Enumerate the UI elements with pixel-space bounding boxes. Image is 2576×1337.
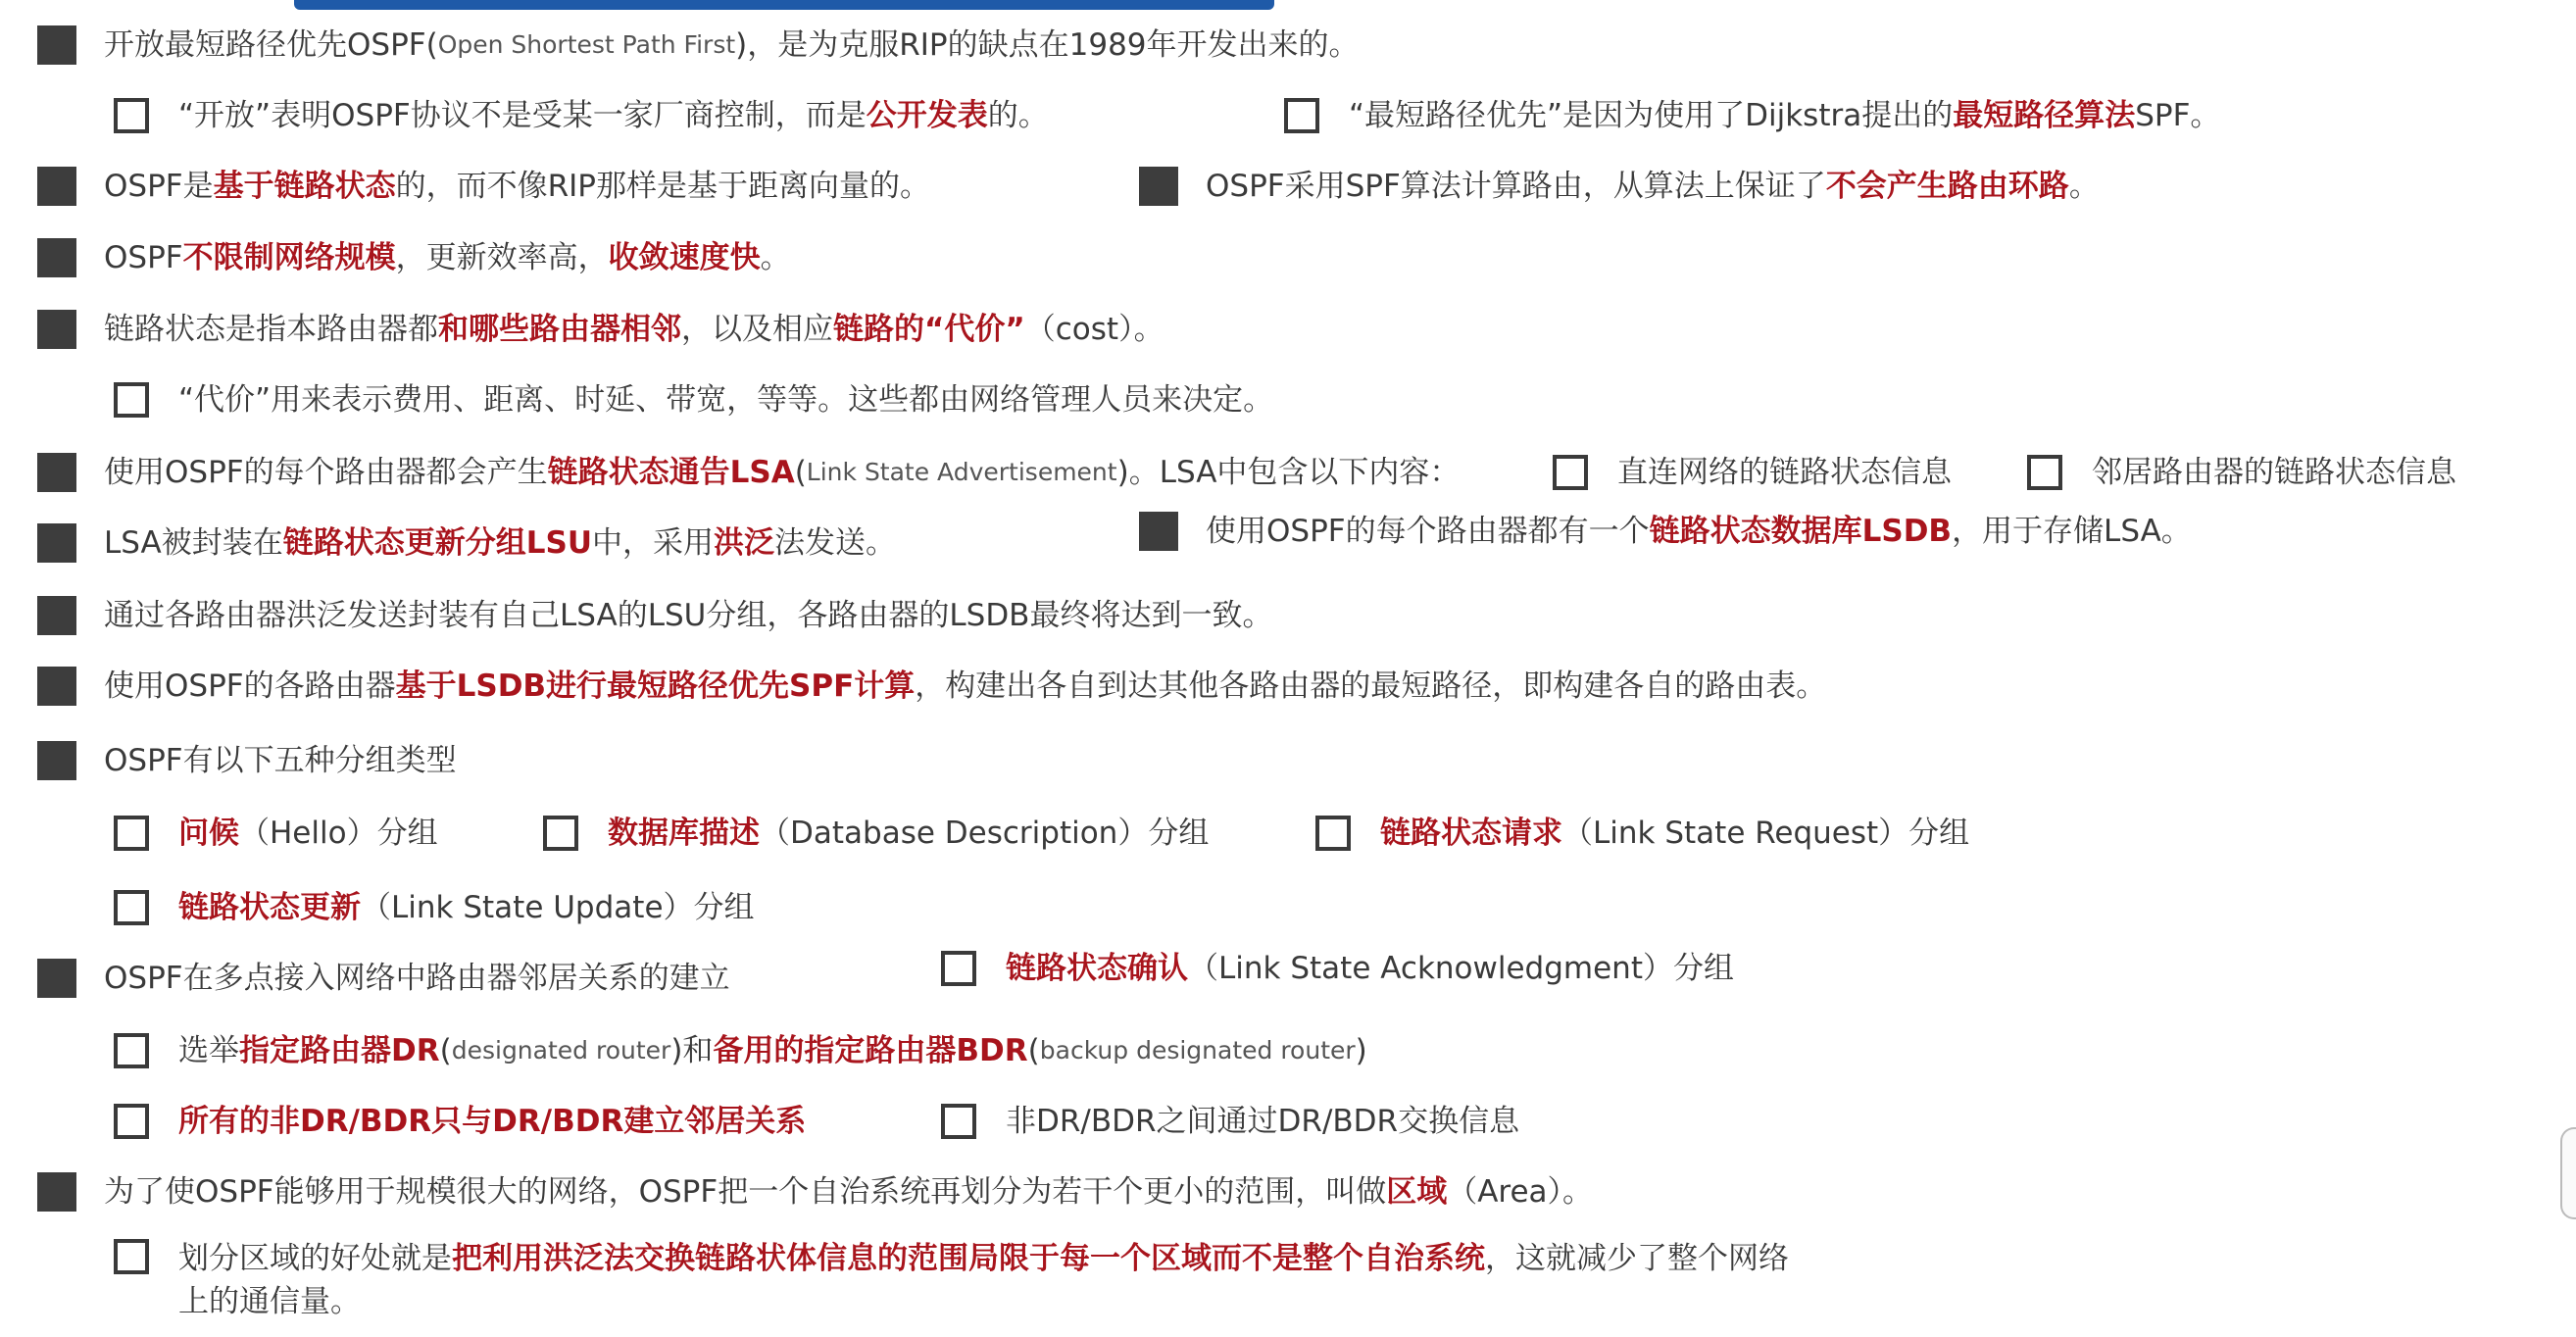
title-bar-edge (294, 0, 1274, 10)
emphasis: 链路状态请求 (1380, 816, 1562, 851)
text: “代价”用来表示费用、距离、时延、带宽，等等。这些都由网络管理人员来决定。 (178, 382, 1274, 418)
text-english: backup designated router (1039, 1036, 1356, 1065)
text: 非DR/BDR之间通过DR/BDR交换信息 (1006, 1104, 1520, 1139)
square-bullet-icon (37, 523, 76, 563)
square-bullet-icon (37, 25, 76, 65)
text: ( (794, 455, 807, 490)
text-english: Link State Advertisement (806, 458, 1117, 486)
checkbox-icon (114, 1104, 149, 1139)
item-flooding-consistency (37, 596, 1272, 635)
text: 。 (760, 240, 791, 275)
emphasis: 备用的指定路由器BDR (713, 1033, 1028, 1068)
checkbox-icon (1315, 816, 1351, 851)
emphasis: 基于LSDB进行最短路径优先SPF计算 (395, 668, 916, 704)
item-network-scale (37, 238, 791, 277)
checkbox-icon (114, 816, 149, 851)
emphasis: 和哪些路由器相邻 (438, 312, 681, 347)
emphasis: 链路状态确认 (1006, 951, 1188, 986)
text: ，用于存储LSA。 (1952, 514, 2192, 549)
subitem-elect-dr (114, 1031, 1367, 1070)
checkbox-icon (114, 1239, 149, 1274)
text: 的。 (987, 98, 1049, 133)
checkbox-icon (114, 1033, 149, 1068)
text: 链路状态是指本路由器都 (104, 312, 438, 347)
subitem-cost (114, 380, 1273, 420)
emphasis: 链路状态更新分组LSU (282, 525, 592, 561)
wrapped-text (178, 1237, 1796, 1323)
packet-link-state-request (1315, 814, 1969, 853)
emphasis: 不限制网络规模 (182, 240, 396, 275)
text: OSPF是 (104, 169, 214, 204)
packet-link-state-update (114, 888, 755, 927)
text: 的，而不像RIP那样是基于距离向量的。 (395, 169, 930, 204)
packet-hello (114, 814, 438, 853)
text: OSPF有以下五种分组类型 (104, 743, 457, 778)
emphasis: 不会产生路由环路 (1825, 169, 2069, 204)
emphasis: 所有的非DR/BDR只与DR/BDR建立邻居关系 (178, 1104, 807, 1139)
item-lsu (37, 523, 896, 563)
text: （Link State Acknowledgment）分组 (1188, 951, 1734, 986)
text: 为了使OSPF能够用于规模很大的网络，OSPF把一个自治系统再划分为若干个更小的范围，叫做 (104, 1174, 1387, 1210)
emphasis: 洪泛 (714, 525, 774, 561)
item-spf-computation (37, 667, 1826, 706)
square-bullet-icon (37, 959, 76, 998)
text: （cost）。 (1024, 312, 1164, 347)
square-bullet-icon (37, 453, 76, 492)
emphasis: 公开发表 (866, 98, 988, 133)
text: 法发送。 (774, 525, 896, 561)
subitem-exchange (941, 1102, 1519, 1141)
subitem-neighbor-routers (2027, 453, 2456, 492)
emphasis: 把利用洪泛法交换链路状体信息的范围局限于每一个区域而不是整个自治系统 (452, 1241, 1485, 1276)
text: 选举 (178, 1033, 239, 1068)
checkbox-icon (941, 951, 976, 986)
subitem-direct-networks (1553, 453, 1952, 492)
emphasis: 收敛速度快 (608, 240, 761, 275)
text: ，更新效率高， (395, 240, 609, 275)
checkbox-icon (1284, 98, 1319, 133)
subitem-shortest-path-first (1284, 96, 2220, 135)
side-handle[interactable] (2560, 1127, 2576, 1219)
subitem-adjacency (114, 1102, 806, 1141)
text: ( (1027, 1033, 1040, 1068)
square-bullet-icon (1139, 167, 1178, 206)
checkbox-icon (114, 890, 149, 925)
checkbox-icon (114, 382, 149, 418)
emphasis: 链路状态通告LSA (547, 455, 795, 490)
checkbox-icon (114, 98, 149, 133)
item-lsdb (1139, 512, 2192, 551)
text: （Hello）分组 (239, 816, 438, 851)
square-bullet-icon (37, 1172, 76, 1212)
text: 直连网络的链路状态信息 (1617, 455, 1952, 490)
checkbox-icon (1553, 455, 1588, 490)
item-link-state-definition (37, 310, 1164, 349)
checkbox-icon (2027, 455, 2062, 490)
text: 使用OSPF的各路由器 (104, 668, 396, 704)
emphasis: 指定路由器DR (239, 1033, 440, 1068)
emphasis: 最短路径算法 (1953, 98, 2136, 133)
item-lsa (37, 453, 1460, 492)
text-english: Open Shortest Path First (437, 30, 736, 59)
square-bullet-icon (37, 167, 76, 206)
item-no-loops (1139, 167, 2100, 206)
emphasis: 问候 (178, 816, 239, 851)
text: ，构建出各自到达其他各路由器的最短路径，即构建各自的路由表。 (915, 668, 1827, 704)
square-bullet-icon (37, 596, 76, 635)
text: 划分区域的好处就是 (178, 1241, 452, 1276)
emphasis: 区域 (1386, 1174, 1448, 1210)
text: 开放最短路径优先OSPF( (104, 27, 438, 63)
packet-database-description (543, 814, 1209, 853)
square-bullet-icon (37, 741, 76, 780)
emphasis: 数据库描述 (608, 816, 760, 851)
text: )。LSA中包含以下内容： (1116, 455, 1461, 490)
text: 邻居路由器的链路状态信息 (2092, 455, 2456, 490)
text: “开放”表明OSPF协议不是受某一家厂商控制，而是 (178, 98, 867, 133)
text: OSPF在多点接入网络中路由器邻居关系的建立 (104, 961, 730, 996)
subitem-area-benefit (114, 1237, 1796, 1323)
square-bullet-icon (37, 238, 76, 277)
packet-link-state-ack (941, 949, 1734, 988)
text: “最短路径优先”是因为使用了Dijkstra提出的 (1349, 98, 1954, 133)
emphasis: 链路状态数据库LSDB (1649, 514, 1953, 549)
item-areas (37, 1172, 1593, 1212)
text: )和 (670, 1033, 714, 1068)
text: ，这就减少了整个网络上的通信量。 (178, 1241, 1789, 1319)
item-packet-types (37, 741, 457, 780)
text: SPF。 (2135, 98, 2221, 133)
text: ，以及相应 (681, 312, 833, 347)
text: （Link State Update）分组 (361, 890, 755, 925)
square-bullet-icon (37, 667, 76, 706)
checkbox-icon (543, 816, 578, 851)
text-english: designated router (451, 1036, 671, 1065)
square-bullet-icon (37, 310, 76, 349)
subitem-open (114, 96, 1049, 135)
text: （Link State Request）分组 (1562, 816, 1970, 851)
text: 中，采用 (592, 525, 714, 561)
text: ) (1355, 1033, 1367, 1068)
emphasis: 链路的“代价” (833, 312, 1025, 347)
text: )，是为克服RIP的缺点在1989年开发出来的。 (735, 27, 1360, 63)
text: ( (439, 1033, 452, 1068)
text: （Database Description）分组 (760, 816, 1210, 851)
checkbox-icon (941, 1104, 976, 1139)
item-ospf-definition (37, 25, 1360, 65)
item-multi-access (37, 959, 730, 998)
text: LSA被封装在 (104, 525, 283, 561)
item-link-state-based (37, 167, 930, 206)
emphasis: 基于链路状态 (213, 169, 396, 204)
text: （Area）。 (1447, 1174, 1594, 1210)
text: OSPF (104, 240, 183, 275)
text: 使用OSPF的每个路由器都有一个 (1206, 514, 1650, 549)
text: 。 (2068, 169, 2100, 204)
square-bullet-icon (1139, 512, 1178, 551)
text: 通过各路由器洪泛发送封装有自己LSA的LSU分组，各路由器的LSDB最终将达到一致。 (104, 598, 1273, 633)
text: OSPF采用SPF算法计算路由，从算法上保证了 (1206, 169, 1826, 204)
emphasis: 链路状态更新 (178, 890, 361, 925)
text: 使用OSPF的每个路由器都会产生 (104, 455, 548, 490)
